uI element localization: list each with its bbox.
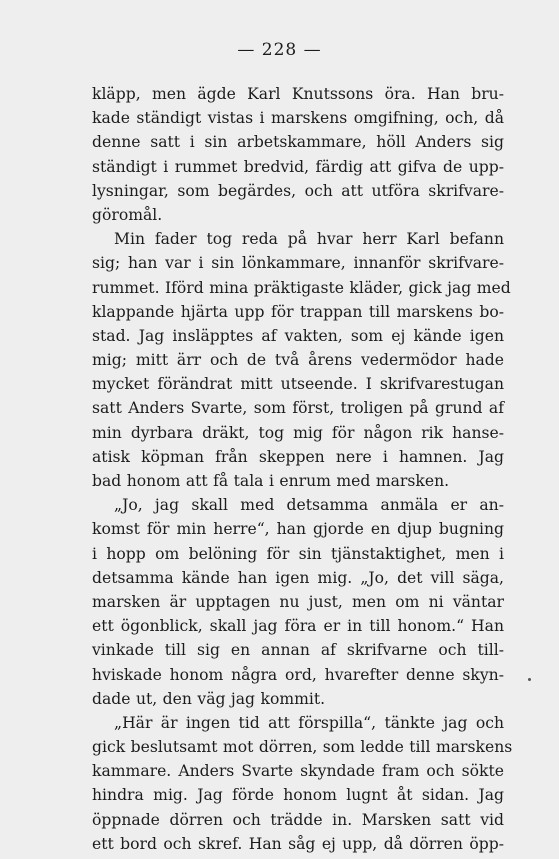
body-text xyxy=(92,82,513,856)
print-speck xyxy=(528,678,531,681)
text-line: dade ut, den väg jag kommit. xyxy=(92,689,326,708)
text-line: kammare. Anders Svarte skyndade fram och sökte xyxy=(92,762,504,781)
text-line: kade ständigt vistas i marskens omgifning, och, då xyxy=(92,109,504,128)
text-line: mycket förändrat mitt utseende. I skrifvarestugan xyxy=(92,375,504,394)
text-line: denne satt i sin arbetskammare, höll Anders sig xyxy=(92,133,504,152)
text-line: hviskade honom några ord, hvarefter denne skyn- xyxy=(92,665,504,684)
text-line: „Här är ingen tid att förspilla“, tänkte jag och xyxy=(114,713,504,732)
text-line: bad honom att få tala i enrum med marsken. xyxy=(92,472,450,490)
text-line: göromål. xyxy=(92,205,163,224)
text-line: min dyrbara dräkt, tog mig för någon rik hanse- xyxy=(92,423,504,442)
text-line: ett ögonblick, skall jag föra er in till honom.“ Han xyxy=(92,617,504,636)
text-line: klappande hjärta upp för trappan till marskens bo- xyxy=(92,302,504,321)
text-line: stad. Jag insläpptes af vakten, som ej kände igen xyxy=(92,326,504,345)
text-line: „Jo, jag skall med detsamma anmäla er an- xyxy=(114,496,504,515)
text-line: ständigt i rummet bredvid, färdig att gifva de upp- xyxy=(92,157,504,176)
text-line: gick beslutsamt mot dörren, som ledde till marskens xyxy=(92,738,513,757)
text-line: sig; han var i sin lönkammare, innanför skrifvare- xyxy=(92,254,504,273)
text-line: komst för min herre“, han gjorde en djup bugning xyxy=(92,520,504,539)
text-line: detsamma kände han igen mig. „Jo, det vill säga, xyxy=(92,568,504,587)
text-line: atisk köpman från skeppen nere i hamnen. Jag xyxy=(92,447,504,466)
text-line: hindra mig. Jag förde honom lugnt åt sidan. Jag xyxy=(92,786,504,805)
text-line: satt Anders Svarte, som först, troligen på grund af xyxy=(92,399,504,418)
text-line: öppnade dörren och trädde in. Marsken satt vid xyxy=(92,810,504,829)
text-line: lysningar, som begärdes, och att utföra skrifvare- xyxy=(92,181,504,200)
text-line: kläpp, men ägde Karl Knutssons öra. Han bru- xyxy=(92,85,504,103)
text-line: rummet. Iförd mina präktigaste kläder, gick jag med xyxy=(92,278,511,297)
text-line: marsken är upptagen nu just, men om ni väntar xyxy=(92,592,504,611)
text-line: ett bord och skref. Han såg ej upp, då dörren öpp- xyxy=(92,834,504,853)
page-number: — 228 — xyxy=(237,40,322,60)
text-line: mig; mitt ärr och de två årens vedermödor hade xyxy=(92,351,504,370)
text-line: i hopp om belöning för sin tjänstaktighet, men i xyxy=(92,544,504,563)
text-line: Min fader tog reda på hvar herr Karl befann xyxy=(114,230,504,249)
text-line: vinkade till sig en annan af skrifvarne och till- xyxy=(92,641,504,660)
